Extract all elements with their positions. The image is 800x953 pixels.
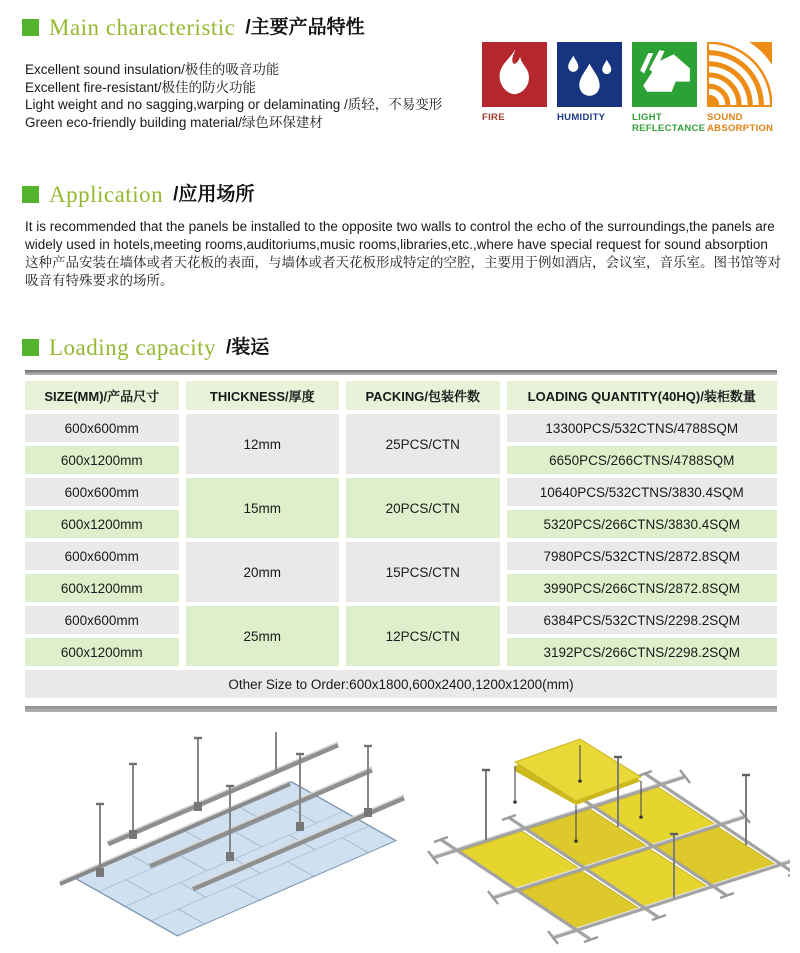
col-header-thickness: THICKNESS/厚度 [186, 381, 340, 410]
size-cell: 600x1200mm [25, 446, 179, 474]
size-cell: 600x1200mm [25, 510, 179, 538]
col-header-loading-quantity: LOADING QUANTITY(40HQ)/装柜数量 [507, 381, 778, 410]
badge-fire [482, 42, 548, 134]
badge-sound-absorption [707, 42, 773, 134]
badge-light-reflectance [632, 42, 706, 134]
section-title-zh: /装运 [226, 337, 270, 358]
feature-list [25, 61, 442, 131]
quantity-cell: 6384PCS/532CTNS/2298.2SQM [507, 606, 778, 634]
loading-capacity-table [18, 377, 784, 702]
feature-line: Light weight and no sagging,warping or delaminating /质轻，不易变形 [25, 97, 443, 112]
feature-line: Green eco-friendly building material/绿色环保建材 [25, 114, 323, 130]
badge-label: HUMIDITY [557, 112, 606, 123]
badge-label: LIGHT REFLECTANCE [632, 112, 706, 134]
size-cell: 600x1200mm [25, 638, 179, 666]
section-title-zh: /应用场所 [173, 184, 255, 205]
other-size-note: Other Size to Order:600x1800,600x2400,1200x1200(mm) [25, 670, 777, 698]
t-grid-ceiling-diagram [412, 704, 790, 952]
thickness-cell: 15mm [186, 478, 340, 538]
table-row [25, 606, 777, 634]
suspended-ceiling-diagram [38, 732, 410, 950]
application-header [22, 183, 254, 206]
section-title-en: Main characteristic [49, 15, 236, 40]
quantity-cell: 3192PCS/266CTNS/2298.2SQM [507, 638, 778, 666]
thickness-cell: 25mm [186, 606, 340, 666]
quantity-cell: 7980PCS/532CTNS/2872.8SQM [507, 542, 778, 570]
section-title-zh: /主要产品特性 [245, 17, 365, 38]
green-square-bullet-icon [22, 19, 39, 36]
sound-absorption-icon [707, 42, 772, 107]
packing-cell: 25PCS/CTN [346, 414, 500, 474]
table-row [25, 478, 777, 506]
quantity-cell: 10640PCS/532CTNS/3830.4SQM [507, 478, 778, 506]
fire-icon [482, 42, 547, 107]
size-cell: 600x600mm [25, 478, 179, 506]
green-square-bullet-icon [22, 186, 39, 203]
light-reflectance-icon [632, 42, 697, 107]
badge-label: SOUND ABSORPTION [707, 112, 774, 134]
size-cell: 600x600mm [25, 414, 179, 442]
section-title-en: Loading capacity [49, 335, 217, 360]
table-footer-row [25, 670, 777, 698]
size-cell: 600x1200mm [25, 574, 179, 602]
badge-label: FIRE [482, 112, 505, 123]
quantity-cell: 3990PCS/266CTNS/2872.8SQM [507, 574, 778, 602]
thickness-cell: 20mm [186, 542, 340, 602]
application-text [25, 218, 781, 290]
application-paragraph-en: It is recommended that the panels be installed to the opposite two walls to control the echo of the surroundings,the panels are widely used in hotels,meeting rooms,auditoriums,music rooms,libraries,etc.,where have special request for sound absorption [25, 219, 775, 252]
thickness-cell: 12mm [186, 414, 340, 474]
feature-line: Excellent fire-resistant/极佳的防火功能 [25, 79, 257, 95]
application-paragraph-zh: 这种产品安装在墙体或者天花板的表面，与墙体或者天花板形成特定的空腔，主要用于例如酒店，会议室，音乐室。图书馆等对吸音有特殊要求的场所。 [25, 255, 781, 288]
col-header-size: SIZE(MM)/产品尺寸 [25, 381, 179, 410]
packing-cell: 12PCS/CTN [346, 606, 500, 666]
quantity-cell: 13300PCS/532CTNS/4788SQM [507, 414, 778, 442]
loading-capacity-header [22, 336, 269, 359]
property-badges [482, 42, 773, 134]
section-title-en: Application [49, 182, 164, 207]
table-row [25, 542, 777, 570]
table-top-divider [25, 370, 777, 375]
size-cell: 600x600mm [25, 542, 179, 570]
badge-humidity [557, 42, 623, 134]
packing-cell: 20PCS/CTN [346, 478, 500, 538]
table-header-row [25, 381, 777, 410]
main-characteristic-header [22, 16, 365, 39]
table-row [25, 414, 777, 442]
quantity-cell: 6650PCS/266CTNS/4788SQM [507, 446, 778, 474]
green-square-bullet-icon [22, 339, 39, 356]
feature-line: Excellent sound insulation/极佳的吸音功能 [25, 62, 280, 77]
humidity-icon [557, 42, 622, 107]
packing-cell: 15PCS/CTN [346, 542, 500, 602]
quantity-cell: 5320PCS/266CTNS/3830.4SQM [507, 510, 778, 538]
col-header-packing: PACKING/包装件数 [346, 381, 500, 410]
size-cell: 600x600mm [25, 606, 179, 634]
